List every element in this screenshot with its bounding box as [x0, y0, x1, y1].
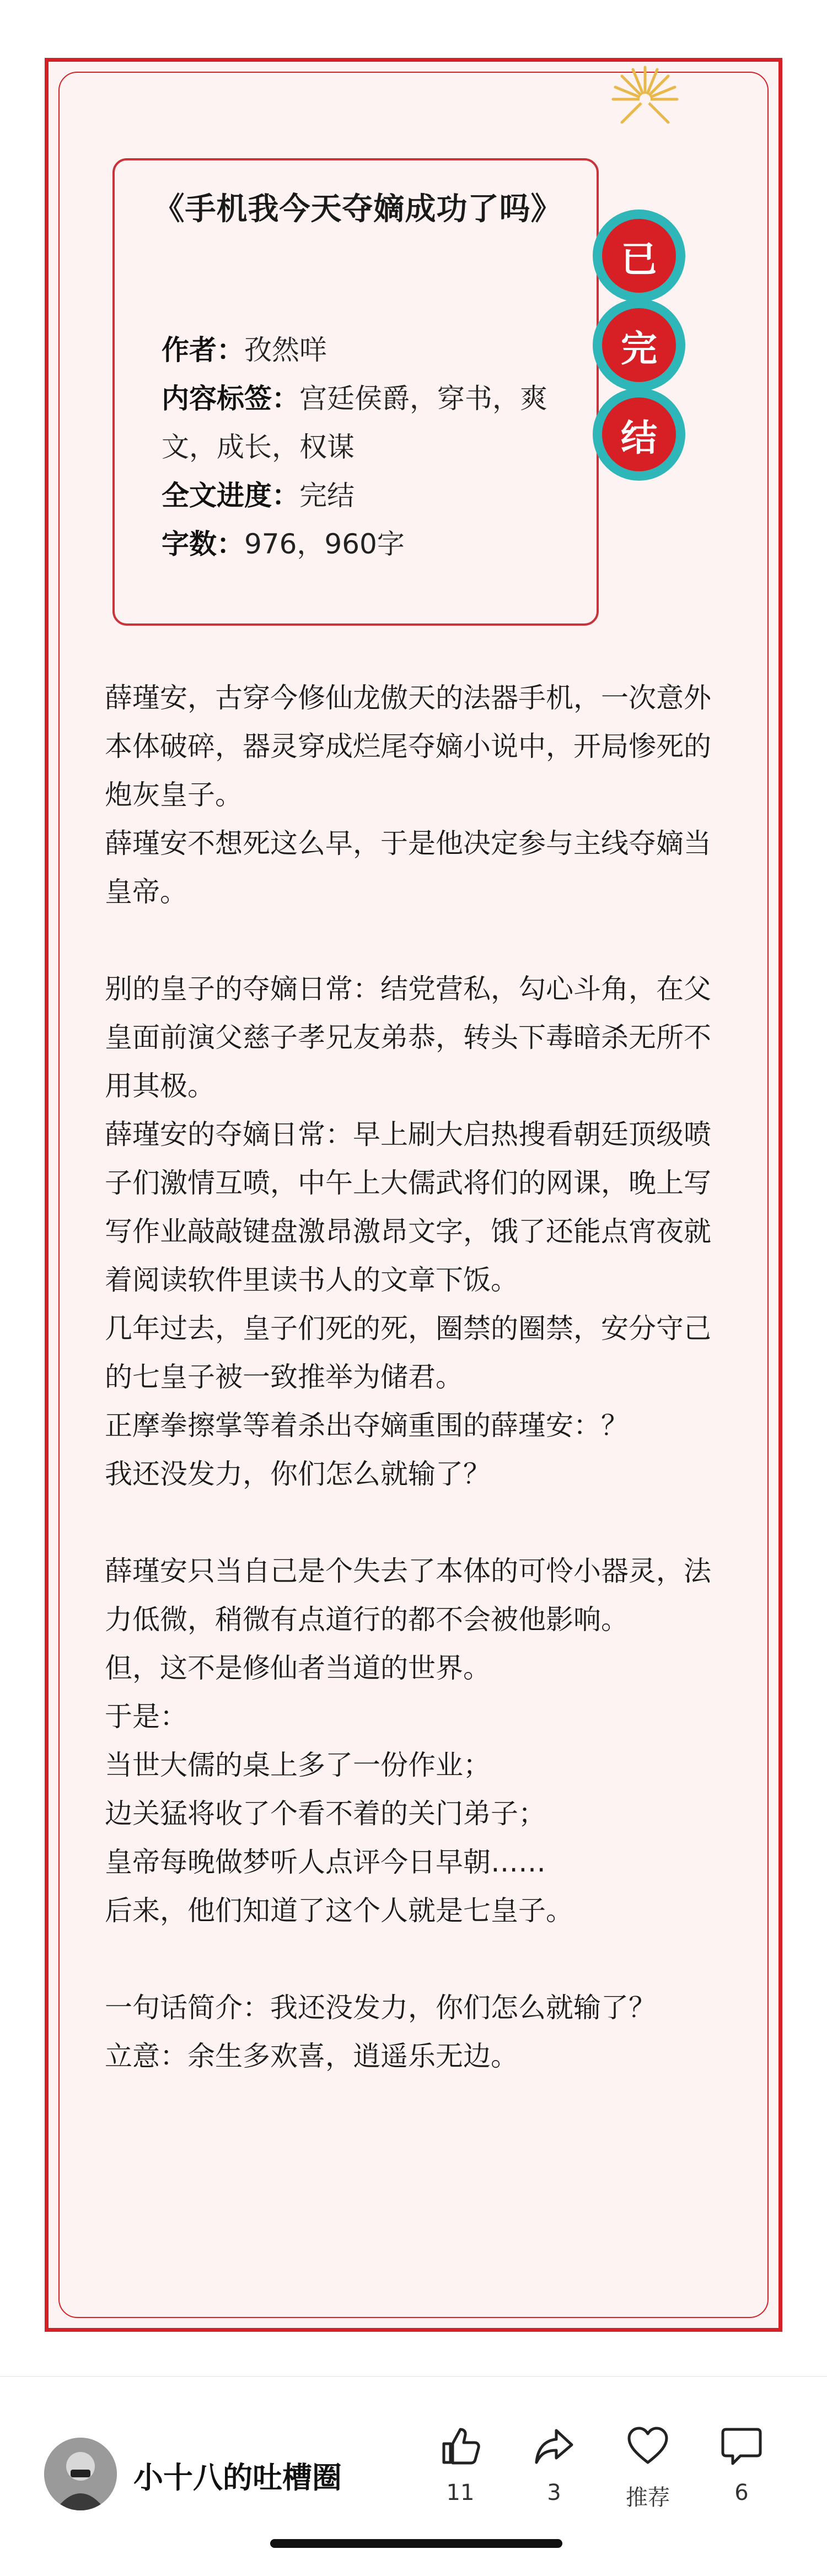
- description-paragraph: 正摩拳擦掌等着杀出夺嫡重围的薛瑾安：？: [105, 1410, 629, 1442]
- tags-row: [162, 374, 564, 471]
- description-paragraph: 边关猛将收了个看不着的关门弟子；: [105, 1798, 546, 1830]
- words-row: [162, 520, 564, 568]
- avatar-image-icon: [44, 2438, 117, 2510]
- comment-button[interactable]: [703, 2424, 780, 2505]
- tags-label: 内容标签：: [162, 383, 299, 415]
- like-button[interactable]: [422, 2424, 499, 2505]
- description-paragraph: 别的皇子的夺嫡日常：结党营私，勾心斗角，在父皇面前演父慈子孝兄友弟恭，转头下毒暗杀无所不用其极。: [105, 973, 711, 1102]
- badge-char-2: 完: [593, 299, 685, 391]
- heart-icon: [626, 2424, 670, 2468]
- description-paragraph: 薛瑾安不想死这么早，于是他决定参与主线夺嫡当皇帝。: [105, 827, 711, 908]
- share-button[interactable]: [515, 2424, 593, 2505]
- progress-row: [162, 471, 564, 520]
- share-icon: [532, 2424, 576, 2468]
- book-description: [105, 674, 733, 2080]
- progress-label: 全文进度：: [162, 480, 299, 512]
- description-paragraph: 但，这不是修仙者当道的世界。: [105, 1652, 491, 1684]
- home-indicator: [270, 2539, 562, 2548]
- author-value: 孜然咩: [244, 334, 327, 366]
- book-info-box: [112, 158, 599, 626]
- description-paragraph: 薛瑾安的夺嫡日常：早上刷大启热搜看朝廷顶级喷子们激情互喷，中午上大儒武将们的网课，晚上写写作业敲敲键盘激昂激昂文字，饿了还能点宵夜就着阅读软件里读书人的文章下饭。: [105, 1118, 711, 1296]
- description-paragraph: 薛瑾安只当自己是个失去了本体的可怜小器灵，法力低微，稍微有点道行的都不会被他影响。: [105, 1555, 711, 1636]
- book-meta: [162, 326, 564, 568]
- description-paragraph: 薛瑾安，古穿今修仙龙傲天的法器手机，一次意外本体破碎，器灵穿成烂尾夺嫡小说中，开局惨死的炮灰皇子。: [105, 682, 711, 811]
- words-value: 976，960字: [244, 528, 405, 560]
- paragraph-gap: [105, 1498, 733, 1547]
- paragraph-gap: [105, 1935, 733, 1983]
- recommend-label: 推荐: [626, 2485, 670, 2510]
- tags-value: 宫廷侯爵，穿书，爽文，成长，权谋: [162, 383, 547, 463]
- comment-icon: [719, 2424, 764, 2468]
- words-label: 字数：: [162, 528, 244, 560]
- avatar[interactable]: [44, 2438, 117, 2510]
- description-paragraph: 几年过去，皇子们死的死，圈禁的圈禁，安分守己的七皇子被一致推举为储君。: [105, 1313, 711, 1393]
- description-paragraph: 一句话简介：我还没发力，你们怎么就输了？: [105, 1992, 656, 2024]
- description-paragraph: 立意：余生多欢喜，逍遥乐无边。: [105, 2040, 518, 2072]
- description-paragraph: 我还没发力，你们怎么就输了？: [105, 1458, 491, 1490]
- share-count: 3: [547, 2480, 561, 2505]
- description-paragraph: 皇帝每晚做梦听人点评今日早朝……: [105, 1846, 546, 1878]
- badge-char-1: 已: [593, 209, 685, 302]
- author-label: 作者：: [162, 334, 244, 366]
- progress-value: 完结: [299, 480, 355, 512]
- like-count: 11: [446, 2480, 475, 2505]
- fireworks-icon: [606, 61, 684, 138]
- paragraph-gap: [105, 916, 733, 965]
- author-row: [162, 326, 564, 374]
- description-paragraph: 后来，他们知道了这个人就是七皇子。: [105, 1895, 573, 1927]
- comment-count: 6: [734, 2480, 749, 2505]
- book-title: 《手机我今天夺嫡成功了吗》: [153, 191, 562, 227]
- channel-name[interactable]: 小十八的吐槽圈: [133, 2460, 342, 2495]
- description-paragraph: 当世大儒的桌上多了一份作业；: [105, 1749, 491, 1781]
- recommend-button[interactable]: [609, 2424, 686, 2512]
- description-paragraph: 于是：: [105, 1701, 187, 1733]
- book-card: [45, 58, 782, 2332]
- thumbs-up-icon: [438, 2424, 482, 2468]
- badge-char-3: 结: [593, 388, 685, 481]
